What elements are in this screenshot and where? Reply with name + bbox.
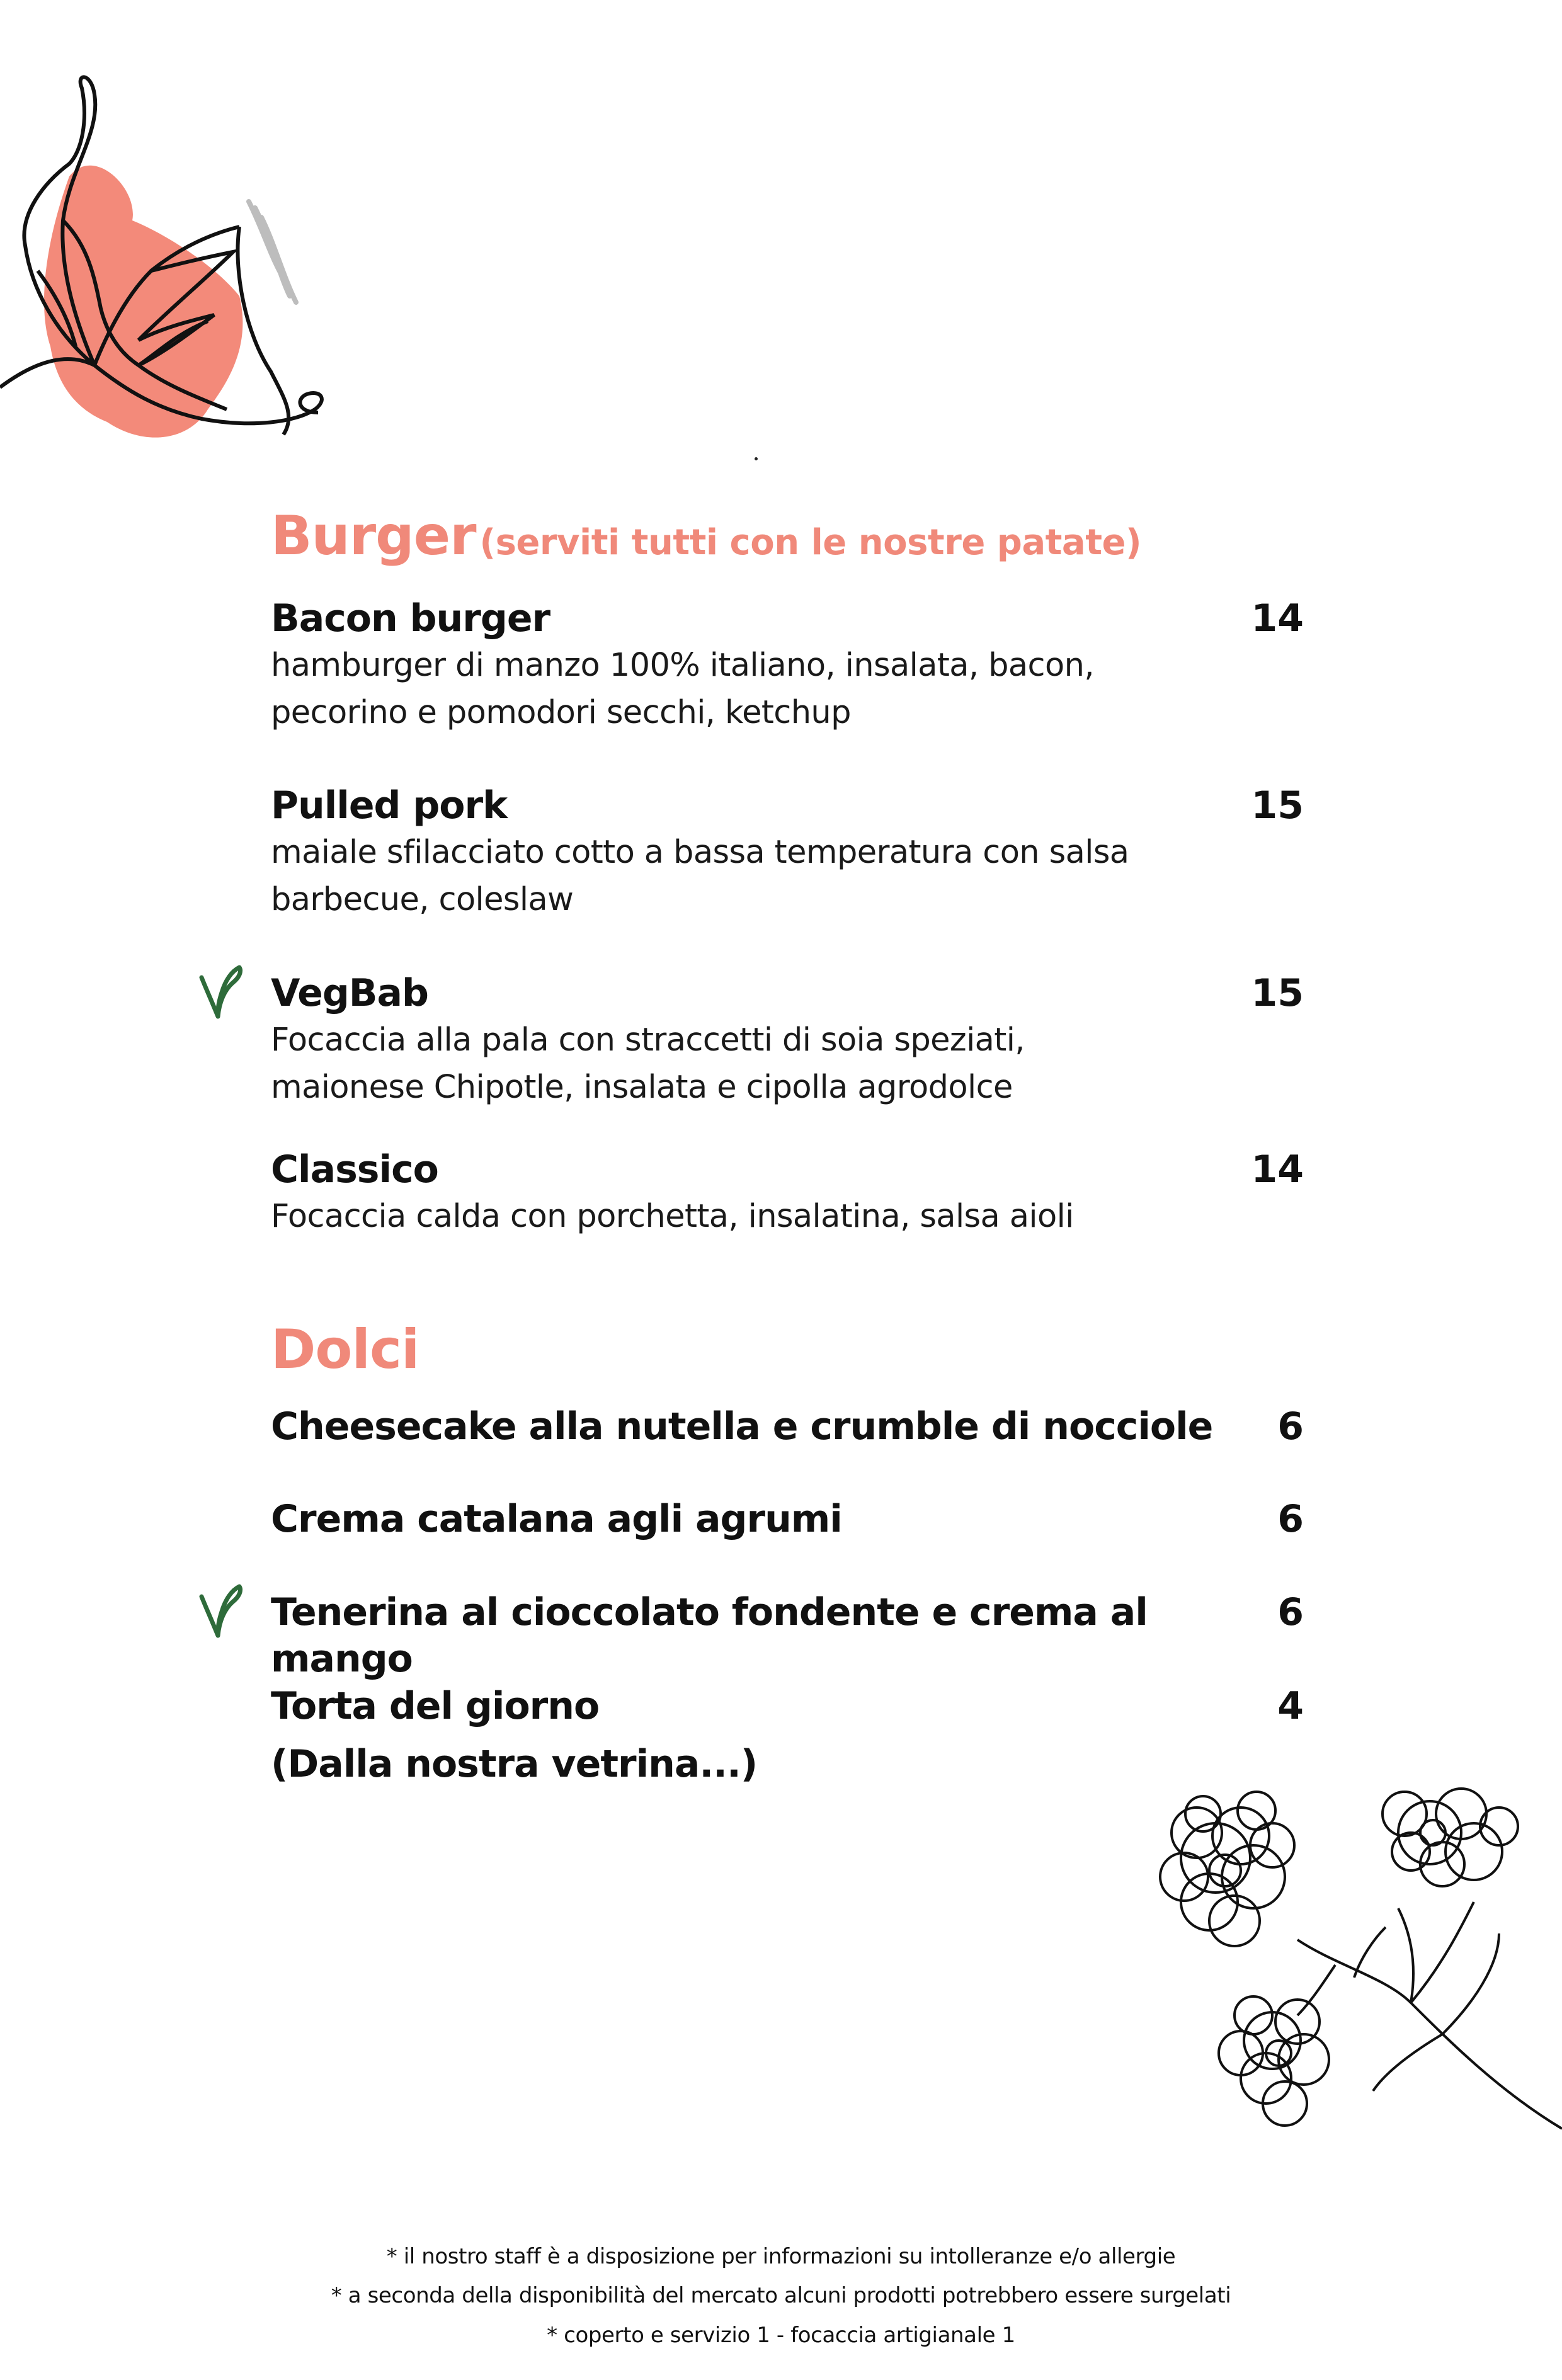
- item-description-line: maiale sfilacciato cotto a bassa temperatura con salsa: [271, 834, 1129, 871]
- item-description-line: pecorino e pomodori secchi, ketchup: [271, 694, 851, 731]
- flower-sketch-icon: [1146, 1776, 1562, 2166]
- item-name: VegBab: [271, 971, 428, 1015]
- footer-note-cover: * coperto e servizio 1 - focaccia artigianale 1: [547, 2323, 1015, 2348]
- item-description-line: maionese Chipotle, insalata e cipolla agrodolce: [271, 1069, 1013, 1106]
- menu-item-torta-del-giorno: [271, 1683, 1304, 1787]
- menu-item-pulled-pork: [271, 782, 1304, 923]
- item-description-line: barbecue, coleslaw: [271, 881, 574, 918]
- menu-item-crema-catalana: [271, 1496, 1304, 1542]
- section-title-dolci: [271, 1318, 419, 1381]
- item-price: 15: [1251, 971, 1304, 1015]
- menu-item-tenerina: [271, 1589, 1304, 1682]
- burger-subtitle: (serviti tutti con le nostre patate): [479, 522, 1142, 563]
- item-description-line: hamburger di manzo 100% italiano, insalata, bacon,: [271, 647, 1094, 684]
- item-price: 4: [1277, 1684, 1304, 1728]
- item-price: 15: [1251, 783, 1304, 828]
- item-name: Crema catalana agli agrumi: [271, 1497, 842, 1541]
- item-price: 6: [1277, 1497, 1304, 1541]
- item-name: Tenerina al cioccolato fondente e crema al mango: [271, 1590, 1148, 1681]
- footer-note-allergies: * il nostro staff è a disposizione per informazioni su intolleranze e/o allergie: [386, 2244, 1176, 2269]
- item-price: 6: [1277, 1590, 1304, 1634]
- dolci-title: Dolci: [271, 1318, 419, 1381]
- leaf-icon: [194, 965, 244, 1022]
- leaf-icon: [194, 1584, 244, 1641]
- leaf-sketch-icon: [0, 69, 340, 460]
- item-name-note: (Dalla nostra vetrina...): [271, 1742, 758, 1786]
- menu-item-cheesecake: [271, 1403, 1304, 1450]
- menu-item-classico: [271, 1146, 1304, 1240]
- menu-item-vegbab: [271, 970, 1304, 1111]
- item-name: Torta del giorno: [271, 1684, 600, 1728]
- item-description-line: Focaccia calda con porchetta, insalatina, salsa aioli: [271, 1198, 1074, 1235]
- item-price: 14: [1251, 596, 1304, 641]
- item-name: Bacon burger: [271, 596, 550, 641]
- decorative-dot: [755, 457, 758, 460]
- item-name: Classico: [271, 1147, 438, 1192]
- item-price: 6: [1277, 1404, 1304, 1449]
- item-price: 14: [1251, 1147, 1304, 1192]
- item-description-line: Focaccia alla pala con straccetti di soia speziati,: [271, 1022, 1025, 1059]
- burger-title: Burger: [271, 504, 476, 567]
- footer-note-frozen: * a seconda della disponibilità del mercato alcuni prodotti potrebbero essere surgelati: [331, 2283, 1231, 2308]
- section-title-burger: [271, 504, 1142, 567]
- menu-item-bacon-burger: [271, 595, 1304, 736]
- item-name: Pulled pork: [271, 783, 508, 828]
- item-name: Cheesecake alla nutella e crumble di nocciole: [271, 1404, 1213, 1449]
